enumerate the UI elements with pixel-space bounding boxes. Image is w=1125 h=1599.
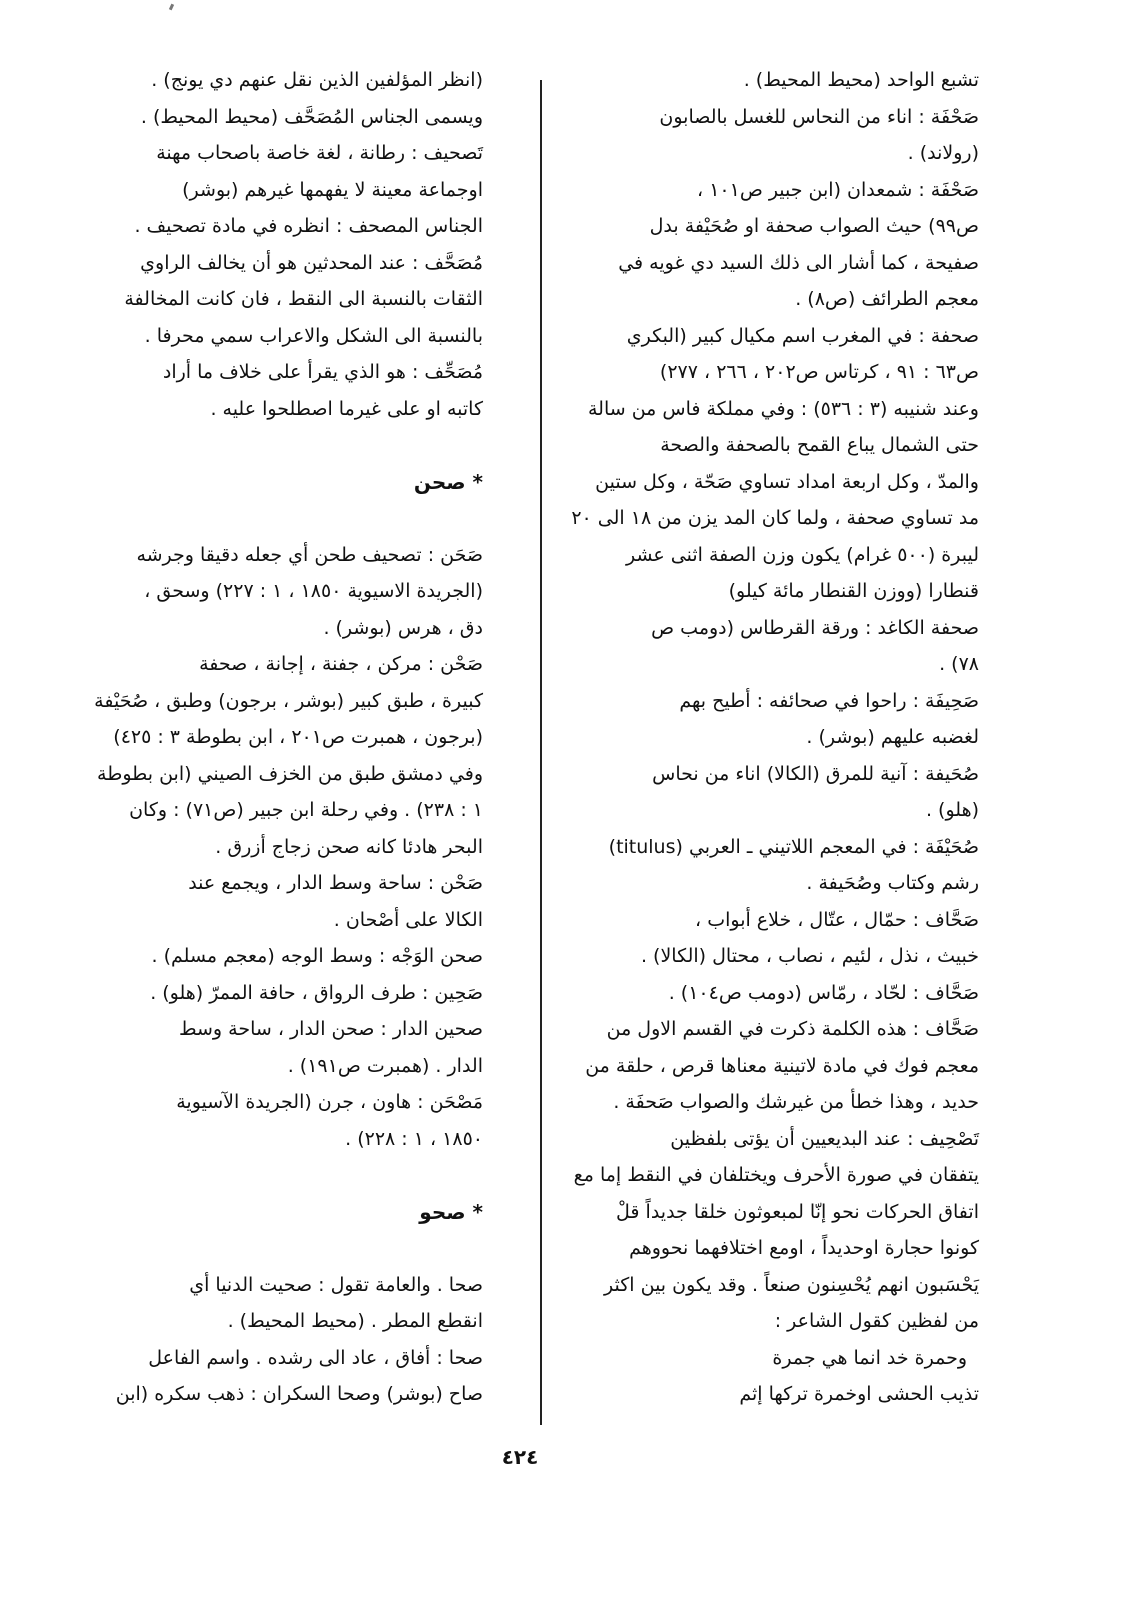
scan-speck <box>169 4 174 11</box>
text-line: وفي دمشق طبق من الخزف الصيني (ابن بطوطة <box>97 762 483 785</box>
text-line: صَحْفَة : شمعدان (ابن جبير ص١٠١ ، <box>697 178 979 201</box>
text-line: صاح (بوشر) وصحا السكران : ذهب سكره (ابن <box>115 1383 483 1405</box>
spacer <box>65 1157 483 1194</box>
text-line: معجم فوك في مادة لاتينية معناها قرص ، حلقة من <box>585 1054 979 1077</box>
text-line: الدار . (همبرت ص١٩١) . <box>287 1054 483 1077</box>
text-line: صَحْن : ساحة وسط الدار ، ويجمع عند <box>188 872 483 894</box>
page-number: ٤٢٤ <box>501 1445 539 1469</box>
left-column <box>65 62 483 1413</box>
text-line: صُحَيْفَة : في المعجم اللاتيني ـ العربي (titulus) <box>608 835 979 858</box>
text-line: قنطارا (ووزن القنطار مائة كيلو) <box>728 580 979 602</box>
text-line: صَحِين : طرف الرواق ، حافة الممرّ (هلو) . <box>150 981 483 1004</box>
text-line: خبيث ، نذل ، لئيم ، نصاب ، محتال (الكالا) . <box>640 945 979 967</box>
text-line: دق ، هرس (بوشر) . <box>323 616 483 639</box>
text-line: من لفظين كقول الشاعر : <box>774 1310 979 1332</box>
text-line: ويسمى الجناس المُصَحَّف (محيط المحيط) . <box>140 105 483 128</box>
text-line: ١٨٥٠ ، ١ : ٢٢٨) . <box>345 1127 483 1150</box>
text-line: تَصحيف : رطانة ، لغة خاصة باصحاب مهنة <box>156 142 483 164</box>
text-line: صَحَّاف : هذه الكلمة ذكرت في القسم الاول من <box>606 1018 979 1040</box>
text-line: اوجماعة معينة لا يفهمها غيرهم (بوشر) <box>182 178 483 201</box>
text-line: حديد ، وهذا خطأ من غيرشك والصواب صَحفَة . <box>613 1091 979 1113</box>
text-line: كاتبه او على غيرما اصطلحوا عليه . <box>210 397 483 420</box>
text-line: صفيحة ، كما أشار الى ذلك السيد دي غويه في <box>618 251 979 274</box>
text-line: يَحْسَبون انهم يُحْسِنون صنعاً . وقد يكون بين اكثر <box>604 1273 979 1296</box>
text-line: صَحْن : مركن ، جفنة ، إجانة ، صحفة <box>199 653 483 675</box>
spacer <box>65 1230 483 1267</box>
text-line: الجناس المصحف : انظره في مادة تصحيف . <box>134 215 483 237</box>
text-line: صحفة الكاغد : ورقة القرطاس (دومب ص <box>651 616 979 639</box>
section-heading-sahw: * صحو <box>419 1199 483 1224</box>
text-line: الثقات بالنسبة الى النقط ، فان كانت المخالفة <box>124 288 483 310</box>
text-line: صَحَّاف : لحّاد ، رمّاس (دومب ص١٠٤) . <box>668 981 979 1004</box>
text-line: رشم وكتاب وصُحَيفة . <box>806 872 979 894</box>
column-divider <box>540 80 542 1425</box>
text-line: معجم الطرائف (ص٨) . <box>795 288 979 310</box>
text-line: الكالا على أصْحان . <box>333 908 483 931</box>
text-line: صحا : أفاق ، عاد الى رشده . واسم الفاعل <box>148 1346 483 1369</box>
text-line: بالنسبة الى الشكل والاعراب سمي محرفا . <box>144 324 483 347</box>
text-line: ٧٨) . <box>939 653 979 675</box>
text-line: (انظر المؤلفين الذين نقل عنهم دي يونج) . <box>151 69 483 91</box>
right-column <box>551 62 979 1413</box>
text-line: والمدّ ، وكل اربعة امداد تساوي صَحّة ، وكل ستين <box>595 470 979 493</box>
text-line: صحين الدار : صحن الدار ، ساحة وسط <box>178 1018 483 1040</box>
verse-line: تذيب الحشى اوخمرة تركها إثم <box>739 1383 979 1405</box>
text-line: صحفة : في المغرب اسم مكيال كبير (البكري <box>626 324 979 347</box>
text-line: صحا . والعامة تقول : صحيت الدنيا أي <box>189 1273 483 1296</box>
text-line: (برجون ، همبرت ص٢٠١ ، ابن بطوطة ٣ : ٤٢٥) <box>113 726 483 748</box>
text-line: صَحْفَة : اناء من النحاس للغسل بالصابون <box>659 105 979 128</box>
text-line: وعند شنيبه (٣ : ٥٣٦) : وفي مملكة فاس من سالة <box>587 397 979 420</box>
text-line: يتفقان في صورة الأحرف ويختلفان في النقط إما مع <box>573 1164 979 1186</box>
text-line: ١ : ٢٣٨) . وفي رحلة ابن جبير (ص٧١) : وكان <box>129 799 483 821</box>
text-line: البحر هادئا كانه صحن زجاج أزرق . <box>215 835 483 858</box>
text-line: اتفاق الحركات نحو إنّا لمبعوثون خلقا جديداً قلْ <box>616 1200 979 1223</box>
text-line: كبيرة ، طبق كبير (بوشر ، برجون) وطبق ، صُحَيْفة <box>94 689 483 712</box>
text-line: مُصَحَّف : عند المحدثين هو أن يخالف الراوي <box>140 251 483 274</box>
text-line: ص٩٩) حيث الصواب صحفة او صُحَيْفة بدل <box>649 215 979 237</box>
text-line: تَصْحِيف : عند البديعيين أن يؤتى بلفظين <box>670 1127 979 1150</box>
text-line: تشبع الواحد (محيط المحيط) . <box>743 69 979 91</box>
text-line: (رولاند) . <box>907 142 979 164</box>
spacer <box>65 427 483 464</box>
text-line: (هلو) . <box>925 799 979 821</box>
text-line: صَحِيفَة : راحوا في صحائفه : أطيح بهم <box>679 689 979 712</box>
text-line: انقطع المطر . (محيط المحيط) . <box>227 1310 483 1332</box>
text-line: صَحَّاف : حمّال ، عتّال ، خلاع أبواب ، <box>695 908 979 931</box>
spacer <box>65 500 483 537</box>
text-line: ليبرة (٥٠٠ غرام) يكون وزن الصفة اثنى عشر <box>626 543 979 566</box>
text-line: (الجريدة الاسيوية ١٨٥٠ ، ١ : ٢٢٧) وسحق ، <box>144 580 483 602</box>
text-line: ص٦٣ : ٩١ ، كرتاس ص٢٠٢ ، ٢٦٦ ، ٢٧٧) <box>659 361 979 383</box>
text-line: صُحَيفة : آنية للمرق (الكالا) اناء من نحاس <box>652 762 979 785</box>
text-line: حتى الشمال يباع القمح بالصحفة والصحة <box>660 434 979 456</box>
text-line: كونوا حجارة اوحديداً ، اومع اختلافهما نحووهم <box>629 1237 979 1259</box>
section-heading-sahn: * صحن <box>413 469 483 494</box>
text-line: مَصْحَن : هاون ، جرن (الجريدة الآسيوية <box>176 1091 483 1113</box>
text-line: صَحَن : تصحيف طحن أي جعله دقيقا وجرشه <box>136 543 483 566</box>
text-line: مُصَحِّف : هو الذي يقرأ على خلاف ما أراد <box>162 361 483 383</box>
text-line: لغضبه عليهم (بوشر) . <box>806 726 979 748</box>
text-line: مد تساوي صحفة ، ولما كان المد يزن من ١٨ الى ٢٠ <box>571 507 979 529</box>
text-line: صحن الوَجْه : وسط الوجه (معجم مسلم) . <box>151 945 483 967</box>
verse-line: وحمرة خد انما هي جمرة <box>772 1346 967 1369</box>
